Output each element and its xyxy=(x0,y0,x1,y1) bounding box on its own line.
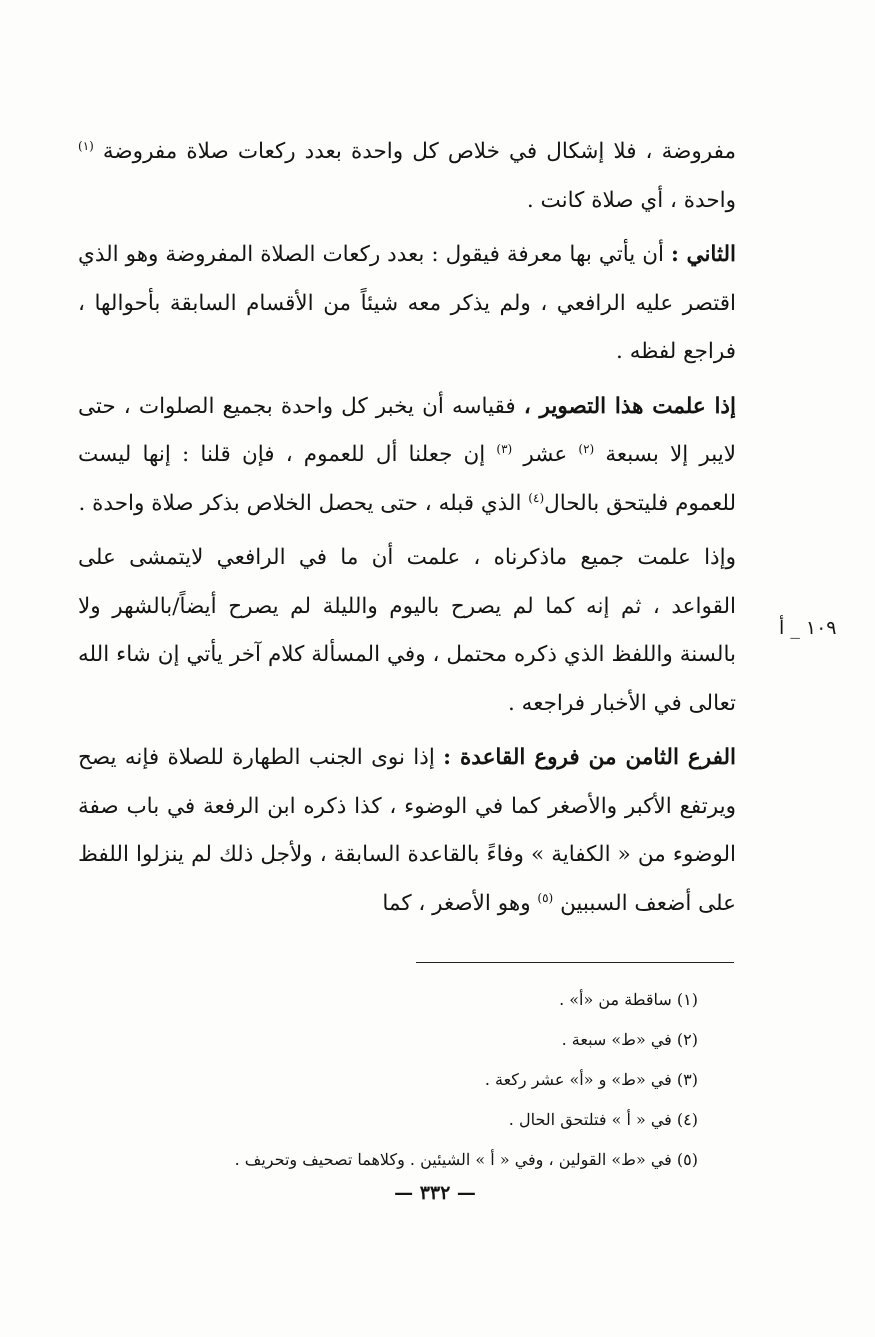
footnote-marker: (٣) xyxy=(496,441,513,456)
manuscript-folio-marker: ١٠٩ _ أ xyxy=(779,617,837,639)
paragraph xyxy=(78,383,736,529)
footnote: (٣) في «ط» و «أ» عشر ركعة . xyxy=(484,1070,698,1089)
paragraph-text: واحدة ، أي صلاة كانت . xyxy=(526,187,736,213)
main-text xyxy=(78,128,736,934)
footnote-marker: (٢) xyxy=(578,441,595,456)
footnote: (٥) في «ط» القولين ، وفي « أ » الشيئين . وكلاهما تصحيف وتحريف . xyxy=(234,1150,698,1169)
footnote-divider xyxy=(416,962,734,963)
paragraph-text: عشر xyxy=(512,442,579,467)
paragraph xyxy=(78,128,736,225)
paragraph xyxy=(78,734,736,928)
footnote: (١) ساقطة من «أ» . xyxy=(559,990,698,1009)
paragraph xyxy=(78,534,736,728)
footnote: (٢) في «ط» سبعة . xyxy=(561,1030,698,1049)
paragraph-text: إن جعلنا أل للعموم ، فإن قلنا : إنها ليست للعموم فليتحق بالحال xyxy=(78,442,736,516)
footnote-marker: (١) xyxy=(78,138,94,153)
footnote: (٤) في « أ » فتلتحق الحال . xyxy=(508,1110,698,1129)
paragraph-lead: إذا علمت هذا التصوير ، xyxy=(523,393,736,419)
paragraph-text: فقياسه أن يخبر كل واحدة بجميع الصلوات ، حتى لايبر إلا بسبعة xyxy=(78,393,737,467)
footnote-marker: (٥) xyxy=(537,890,554,905)
paragraph xyxy=(78,231,736,377)
paragraph-lead: الثاني : xyxy=(670,242,736,267)
footnotes xyxy=(150,980,698,1180)
paragraph-lead: الفرع الثامن من فروع القاعدة : xyxy=(443,745,736,770)
paragraph-text: مفروضة ، فلا إشكال في خلاص كل واحدة بعدد ركعات صلاة مفروضة xyxy=(93,139,736,164)
paragraph-text: إذا نوى الجنب الطهارة للصلاة فإنه يصح ويرتفع الأكبر والأصغر كما في الوضوء ، كذا ذكره ابن الرفعة في باب صفة الوضوء من « الكفاية » وفاءً بالقاعدة السابقة ، ولأجل ذلك لم ينزلوا اللفظ على أضعف السببين xyxy=(78,745,736,916)
page-number: — ٣٣٢ — xyxy=(394,1182,476,1204)
paragraph-text: أن يأتي بها معرفة فيقول : بعدد ركعات الصلاة المفروضة وهو الذي اقتصر عليه الرافعي ، ولم يذكر معه شيئاً من الأقسام السابقة بأحوالها ، فراجع لفظه . xyxy=(78,242,736,364)
paragraph-text: وهو الأصغر ، كما xyxy=(382,890,538,916)
paragraph-text: وإذا علمت جميع ماذكرناه ، علمت أن ما في الرافعي لايتمشى على القواعد ، ثم إنه كما لم يصرح باليوم والليلة لم يصرح أيضاً/بالشهر ولا بالسنة واللفظ الذي ذكره محتمل ، وفي المسألة كلام آخر يأتي إن شاء الله تعالى في الأخبار فراجعه . xyxy=(78,545,736,716)
footnote-marker: (٤) xyxy=(528,490,545,505)
paragraph-text: الذي قبله ، حتى يحصل الخلاص بذكر صلاة واحدة . xyxy=(78,490,529,516)
